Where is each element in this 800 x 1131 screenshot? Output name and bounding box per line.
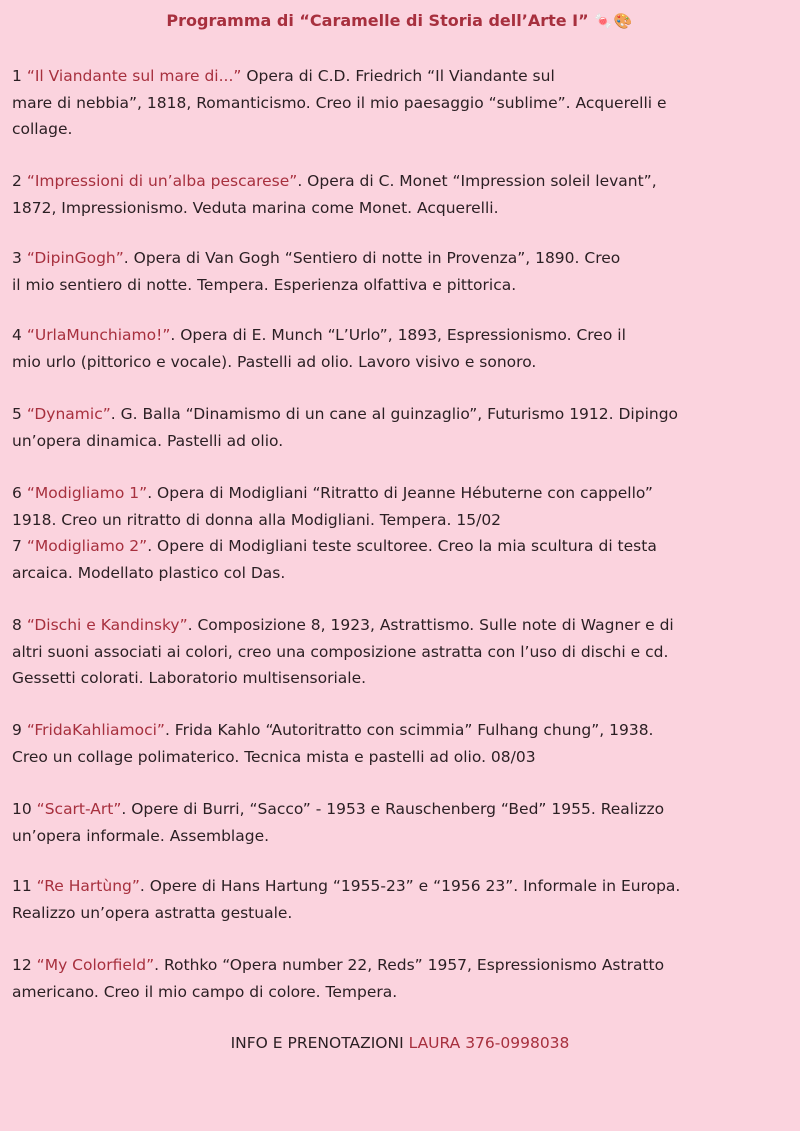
item-description: . Opera di Van Gogh “Sentiero di notte in Provenza”, 1890. Creo: [123, 249, 621, 267]
program-item: [12, 322, 792, 375]
item-line: [12, 533, 792, 560]
item-title: “FridaKahliamoci”: [26, 721, 165, 739]
program-item: [12, 401, 792, 454]
item-description: 1918. Creo un ritratto di donna alla Modigliani. Tempera. 15/02: [12, 510, 502, 529]
item-description: mio urlo (pittorico e vocale). Pastelli ad olio. Lavoro visivo e sonoro.: [12, 352, 537, 371]
item-description: mare di nebbia”, 1818, Romanticismo. Creo il mio paesaggio “sublime”. Acquerelli e: [12, 93, 667, 112]
program-item: [12, 612, 792, 692]
item-line: [12, 245, 792, 272]
item-line: [12, 168, 792, 195]
contact-phone: LAURA 376-0998038: [408, 1034, 570, 1052]
item-description: collage.: [12, 120, 73, 138]
item-line: [12, 480, 792, 507]
item-description: un’opera informale. Assemblage.: [12, 826, 270, 845]
page-title: [0, 11, 800, 30]
program-item: [12, 480, 792, 533]
item-title: “Dynamic”: [26, 405, 111, 423]
item-number: 5: [12, 405, 22, 423]
item-number: 3: [12, 249, 22, 267]
item-title: “Modigliamo 2”: [26, 537, 148, 555]
item-number: 8: [12, 616, 22, 634]
item-description: americano. Creo il mio campo di colore. Tempera.: [12, 982, 398, 1001]
item-line: [12, 717, 792, 744]
item-description: il mio sentiero di notte. Tempera. Esperienza olfattiva e pittorica.: [12, 275, 517, 294]
item-description: . Rothko “Opera number 22, Reds” 1957, Espressionismo Astratto: [154, 956, 665, 974]
item-description: un’opera dinamica. Pastelli ad olio.: [12, 431, 284, 450]
item-title: “Il Viandante sul mare di...”: [26, 67, 242, 85]
item-description: . Composizione 8, 1923, Astrattismo. Sulle note di Wagner e di: [187, 616, 674, 634]
program-item: [12, 796, 792, 849]
item-description: . Opere di Modigliani teste scultoree. Creo la mia scultura di testa: [147, 537, 657, 555]
program-item: [12, 168, 792, 221]
program-item: [12, 952, 792, 1005]
item-title: “Dischi e Kandinsky”: [26, 616, 188, 634]
item-description: . Opere di Hans Hartung “1955-23” e “1956 23”. Informale in Europa.: [139, 877, 681, 895]
item-title: “Scart-Art”: [36, 800, 122, 818]
item-number: 9: [12, 721, 22, 739]
item-number: 6: [12, 484, 22, 502]
contact-info: [0, 1034, 800, 1052]
item-description: Opera di C.D. Friedrich “Il Viandante sul: [241, 67, 555, 85]
item-description: . Opera di E. Munch “L’Urlo”, 1893, Espressionismo. Creo il: [170, 326, 626, 344]
item-line: [12, 322, 792, 349]
item-description: altri suoni associati ai colori, creo una composizione astratta con l’uso di dischi e cd.: [12, 642, 669, 661]
item-title: “Impressioni di un’alba pescarese”: [26, 172, 298, 190]
item-number: 11: [12, 877, 32, 895]
item-title: “Modigliamo 1”: [26, 484, 148, 502]
item-number: 2: [12, 172, 22, 190]
item-line: [12, 796, 792, 823]
item-line: [12, 952, 792, 979]
item-title: “My Colorfield”: [36, 956, 155, 974]
item-title: “DipinGogh”: [26, 249, 124, 267]
item-number: 7: [12, 537, 22, 555]
candy-palette-icon: 🍬🎨: [594, 12, 634, 30]
item-title: “Re Hartùng”: [36, 877, 140, 895]
item-description: Realizzo un’opera astratta gestuale.: [12, 903, 293, 922]
item-description: Gessetti colorati. Laboratorio multisensoriale.: [12, 669, 367, 687]
contact-label: INFO E PRENOTAZIONI: [230, 1034, 404, 1052]
item-number: 12: [12, 956, 32, 974]
program-item: [12, 717, 792, 770]
program-item: [12, 63, 792, 143]
item-title: “UrlaMunchiamo!”: [26, 326, 171, 344]
item-number: 4: [12, 326, 22, 344]
item-description: . Frida Kahlo “Autoritratto con scimmia” Fulhang chung”, 1938.: [164, 721, 654, 739]
title-text: Programma di “Caramelle di Storia dell’Arte I”: [166, 11, 589, 30]
item-description: . G. Balla “Dinamismo di un cane al guinzaglio”, Futurismo 1912. Dipingo: [110, 405, 679, 423]
item-line: [12, 63, 792, 90]
item-description: . Opere di Burri, “Sacco” - 1953 e Rauschenberg “Bed” 1955. Realizzo: [121, 800, 665, 818]
program-item: [12, 245, 792, 298]
item-line: [12, 612, 792, 639]
item-description: 1872, Impressionismo. Veduta marina come Monet. Acquerelli.: [12, 198, 499, 217]
program-item: [12, 533, 792, 586]
item-description: . Opera di C. Monet “Impression soleil levant”,: [297, 172, 657, 190]
item-line: [12, 873, 792, 900]
item-number: 1: [12, 67, 22, 85]
item-number: 10: [12, 800, 32, 818]
item-line: [12, 401, 792, 428]
program-item: [12, 873, 792, 926]
item-description: Creo un collage polimaterico. Tecnica mista e pastelli ad olio. 08/03: [12, 747, 536, 766]
item-description: arcaica. Modellato plastico col Das.: [12, 563, 286, 582]
item-description: . Opera di Modigliani “Ritratto di Jeanne Hébuterne con cappello”: [147, 484, 653, 502]
